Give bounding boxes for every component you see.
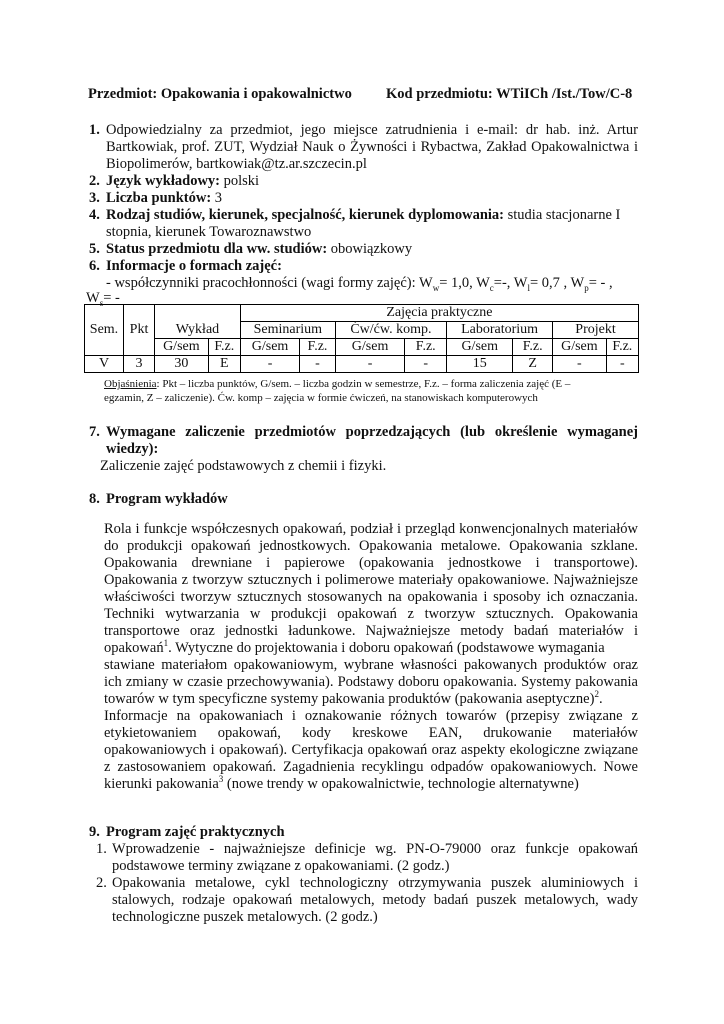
lectures-text: kierunki pakowania [104,776,219,792]
table-cell: 3 [124,356,155,373]
table-note-line-2: egzamin, Z – zaliczenie). Ćw. komp – zajęcia w formie ćwiczeń, na stanowiskach komputerowych [104,392,538,404]
footnote-ref: 1 [163,638,169,649]
practical-item-line: technologiczne puszek metalowych. (2 godz.) [112,909,378,925]
lectures-line: z zastosowaniem opakowań. Zagadnienia recyklingu odpadów opakowaniowych. Nowe [104,759,638,775]
responsible-line-3: Biopolimerów, bartkowiak@tz.ar.szczecin.pl [106,156,367,172]
practical-item-line: stalowych, rodzaje opakowań metalowych, metody badań puszek metalowych, wady [112,892,638,908]
practical-title: Program zajęć praktycznych [106,824,285,840]
table-header-cell: Seminarium [240,322,335,339]
weights-text: = - [103,290,120,306]
prerequisites-title: Wymagane zaliczenie przedmiotów poprzedzających (lub określenie wymaganej [106,424,638,440]
lectures-line: Opakowania drewniane i papierowe (opakowania jednostkowe i transportowe). [104,555,638,571]
table-header-cell: F.z. [513,339,553,356]
table-header-cell: G/sem [240,339,299,356]
practical-item-line: Opakowania metalowe, cykl technologiczny otrzymywania puszek aluminiowych i [112,875,638,891]
lectures-text: (nowe trendy w opakowalnictwie, technologie alternatywne) [223,776,579,792]
weights-text: = 1,0, W [439,275,490,291]
lectures-text: . [598,691,603,707]
table-header-cell: Projekt [553,322,639,339]
lectures-line: właściwości tworzyw sztucznych stosowanych na opakowania i sposoby ich oznaczania. [104,589,638,605]
item-number: 6. [89,258,100,274]
table-header-cell: F.z. [208,339,240,356]
table-cell: - [553,356,607,373]
weight-sub: s [99,297,104,308]
table-cell: 15 [447,356,513,373]
weights-text: = - , [588,275,613,291]
table-header-cell: Pkt [124,305,155,356]
table-header-cell: G/sem [155,339,209,356]
status-value: obowiązkowy [327,241,413,257]
weight-sub: l [527,282,530,293]
list-number: 2. [96,875,107,891]
item-number: 5. [89,241,100,257]
weights-text: - współczynniki pracochłonności (wagi formy zajęć): W [106,275,433,291]
lectures-text: towarów w tym specyficzne systemy pakowania produktów (pakowania aseptyczne) [104,691,595,707]
study-type-row [106,207,620,224]
weight-sub: p [584,282,589,293]
footnote-ref: 3 [218,774,224,785]
responsible-line-2: Bartkowiak, prof. ZUT, Wydział Nauk o Żywności i Rybactwa, Zakład Opakowalnictwa i [106,139,638,155]
table-cell: - [240,356,299,373]
lectures-line: Rola i funkcje współczesnych opakowań, podział i przegląd konwencjonalnych materiałów [104,521,638,537]
lectures-line [104,691,638,708]
language-value: polski [220,173,260,189]
table-header-cell: Sem. [85,305,124,356]
practical-item-line: Wprowadzenie - najważniejsze definicje wg. PN-O-79000 oraz funkcje opakowań [112,841,638,857]
study-type-line-2: stopnia, kierunek Towaroznawstwo [106,224,312,240]
table-header-cell: Wykład [155,305,241,339]
subject-title: Przedmiot: Opakowania i opakowalnictwo [88,86,352,102]
weight-sub: c [489,282,494,293]
language-label: Język wykładowy: [106,173,220,189]
points-label: Liczba punktów: [106,190,212,206]
lectures-line [104,640,638,657]
table-header-cell: G/sem [447,339,513,356]
responsible-line-1: Odpowiedzialny za przedmiot, jego miejsce zatrudnienia i e-mail: dr hab. inż. Artur [106,122,638,138]
language-row [106,173,259,190]
forms-label: Informacje o formach zajęć: [106,258,282,274]
lectures-line: transportowe oraz jednostki ładunkowe. Najważniejsze metody badań materiałów i [104,623,638,639]
weight-sub: w [432,282,440,293]
table-cell: Z [513,356,553,373]
lectures-line: do produkcji opakowań jednostkowych. Opakowania metalowe. Opakowania szklane. [104,538,638,554]
table-header-cell: Zajęcia praktyczne [240,305,638,322]
weights-line [106,275,613,292]
lectures-line: ich zmiany w czasie przechowywania). Podstawy doboru opakowania. Systemy pakowania [104,674,638,690]
lectures-text: . Wytyczne do projektowania i doboru opakowań (podstawowe wymagania [168,640,605,656]
lectures-line: etykietowaniem opakowań, kody kreskowe EAN, drukowanie materiałów [104,725,638,741]
table-header-cell: Laboratorium [447,322,553,339]
item-number: 7. [89,424,100,440]
table-cell: - [300,356,336,373]
table-header-cell: G/sem [553,339,607,356]
list-number: 1. [96,841,107,857]
study-type-value: studia stacjonarne I [504,207,621,223]
lectures-line: Techniki wytwarzania w produkcji opakowań z tworzyw sztucznych. Opakowania [104,606,638,622]
table-note-line-1 [104,378,570,391]
table-cell: - [405,356,447,373]
points-row [106,190,222,207]
table-cell: 30 [155,356,209,373]
points-value: 3 [211,190,223,206]
table-header-cell: G/sem [335,339,405,356]
status-label: Status przedmiotu dla ww. studiów: [106,241,328,257]
status-row [106,241,412,258]
table-cell: - [335,356,405,373]
class-forms-table [84,304,639,373]
table-header-cell: Ćw/ćw. komp. [335,322,446,339]
item-number: 9. [89,824,100,840]
lectures-title: Program wykładów [106,491,228,507]
table-header-cell: F.z. [405,339,447,356]
table-header-cell: F.z. [606,339,638,356]
lectures-line: opakowaniowych i opakowań). Certyfikacja opakowań oraz aspekty ekologiczne związane [104,742,638,758]
table-cell: - [606,356,638,373]
table-note-text: : Pkt – liczba punktów, G/sem. – liczba godzin w semestrze, F.z. – forma zaliczenia zajęć (E – [156,378,571,390]
table-note-label: Objaśnienia [104,378,157,390]
practical-item-line: podstawowe terminy związane z opakowaniami. (2 godz.) [112,858,450,874]
lectures-text: opakowań [104,640,164,656]
table-row [85,339,639,356]
lectures-line: Opakowania z tworzyw sztucznych i polimerowe materiały opakowaniowe. Najważniejsze [104,572,638,588]
subject-code: Kod przedmiotu: WTiICh /Ist./Tow/C-8 [386,86,633,102]
table-row [85,356,639,373]
table-row [85,305,639,322]
lectures-line: Informacje na opakowaniach i oznakowanie różnych towarów (przepisy związane z [104,708,638,724]
prerequisites-title-2: wiedzy): [106,441,159,457]
weights-text: = 0,7 , W [530,275,585,291]
table-header-cell: F.z. [300,339,336,356]
lectures-line: stawiane materiałom opakowaniowym, wybrane własności pakowanych produktów oraz [104,657,638,673]
item-number: 3. [89,190,100,206]
item-number: 2. [89,173,100,189]
weights-text: W [86,290,100,306]
item-number: 1. [89,122,100,138]
table-cell: E [208,356,240,373]
prerequisites-text: Zaliczenie zajęć podstawowych z chemii i fizyki. [100,458,387,474]
weights-text: =-, W [493,275,528,291]
lectures-line [104,776,579,793]
study-type-label: Rodzaj studiów, kierunek, specjalność, kierunek dyplomowania: [106,207,504,223]
item-number: 8. [89,491,100,507]
item-number: 4. [89,207,100,223]
table-cell: V [85,356,124,373]
footnote-ref: 2 [594,689,599,700]
